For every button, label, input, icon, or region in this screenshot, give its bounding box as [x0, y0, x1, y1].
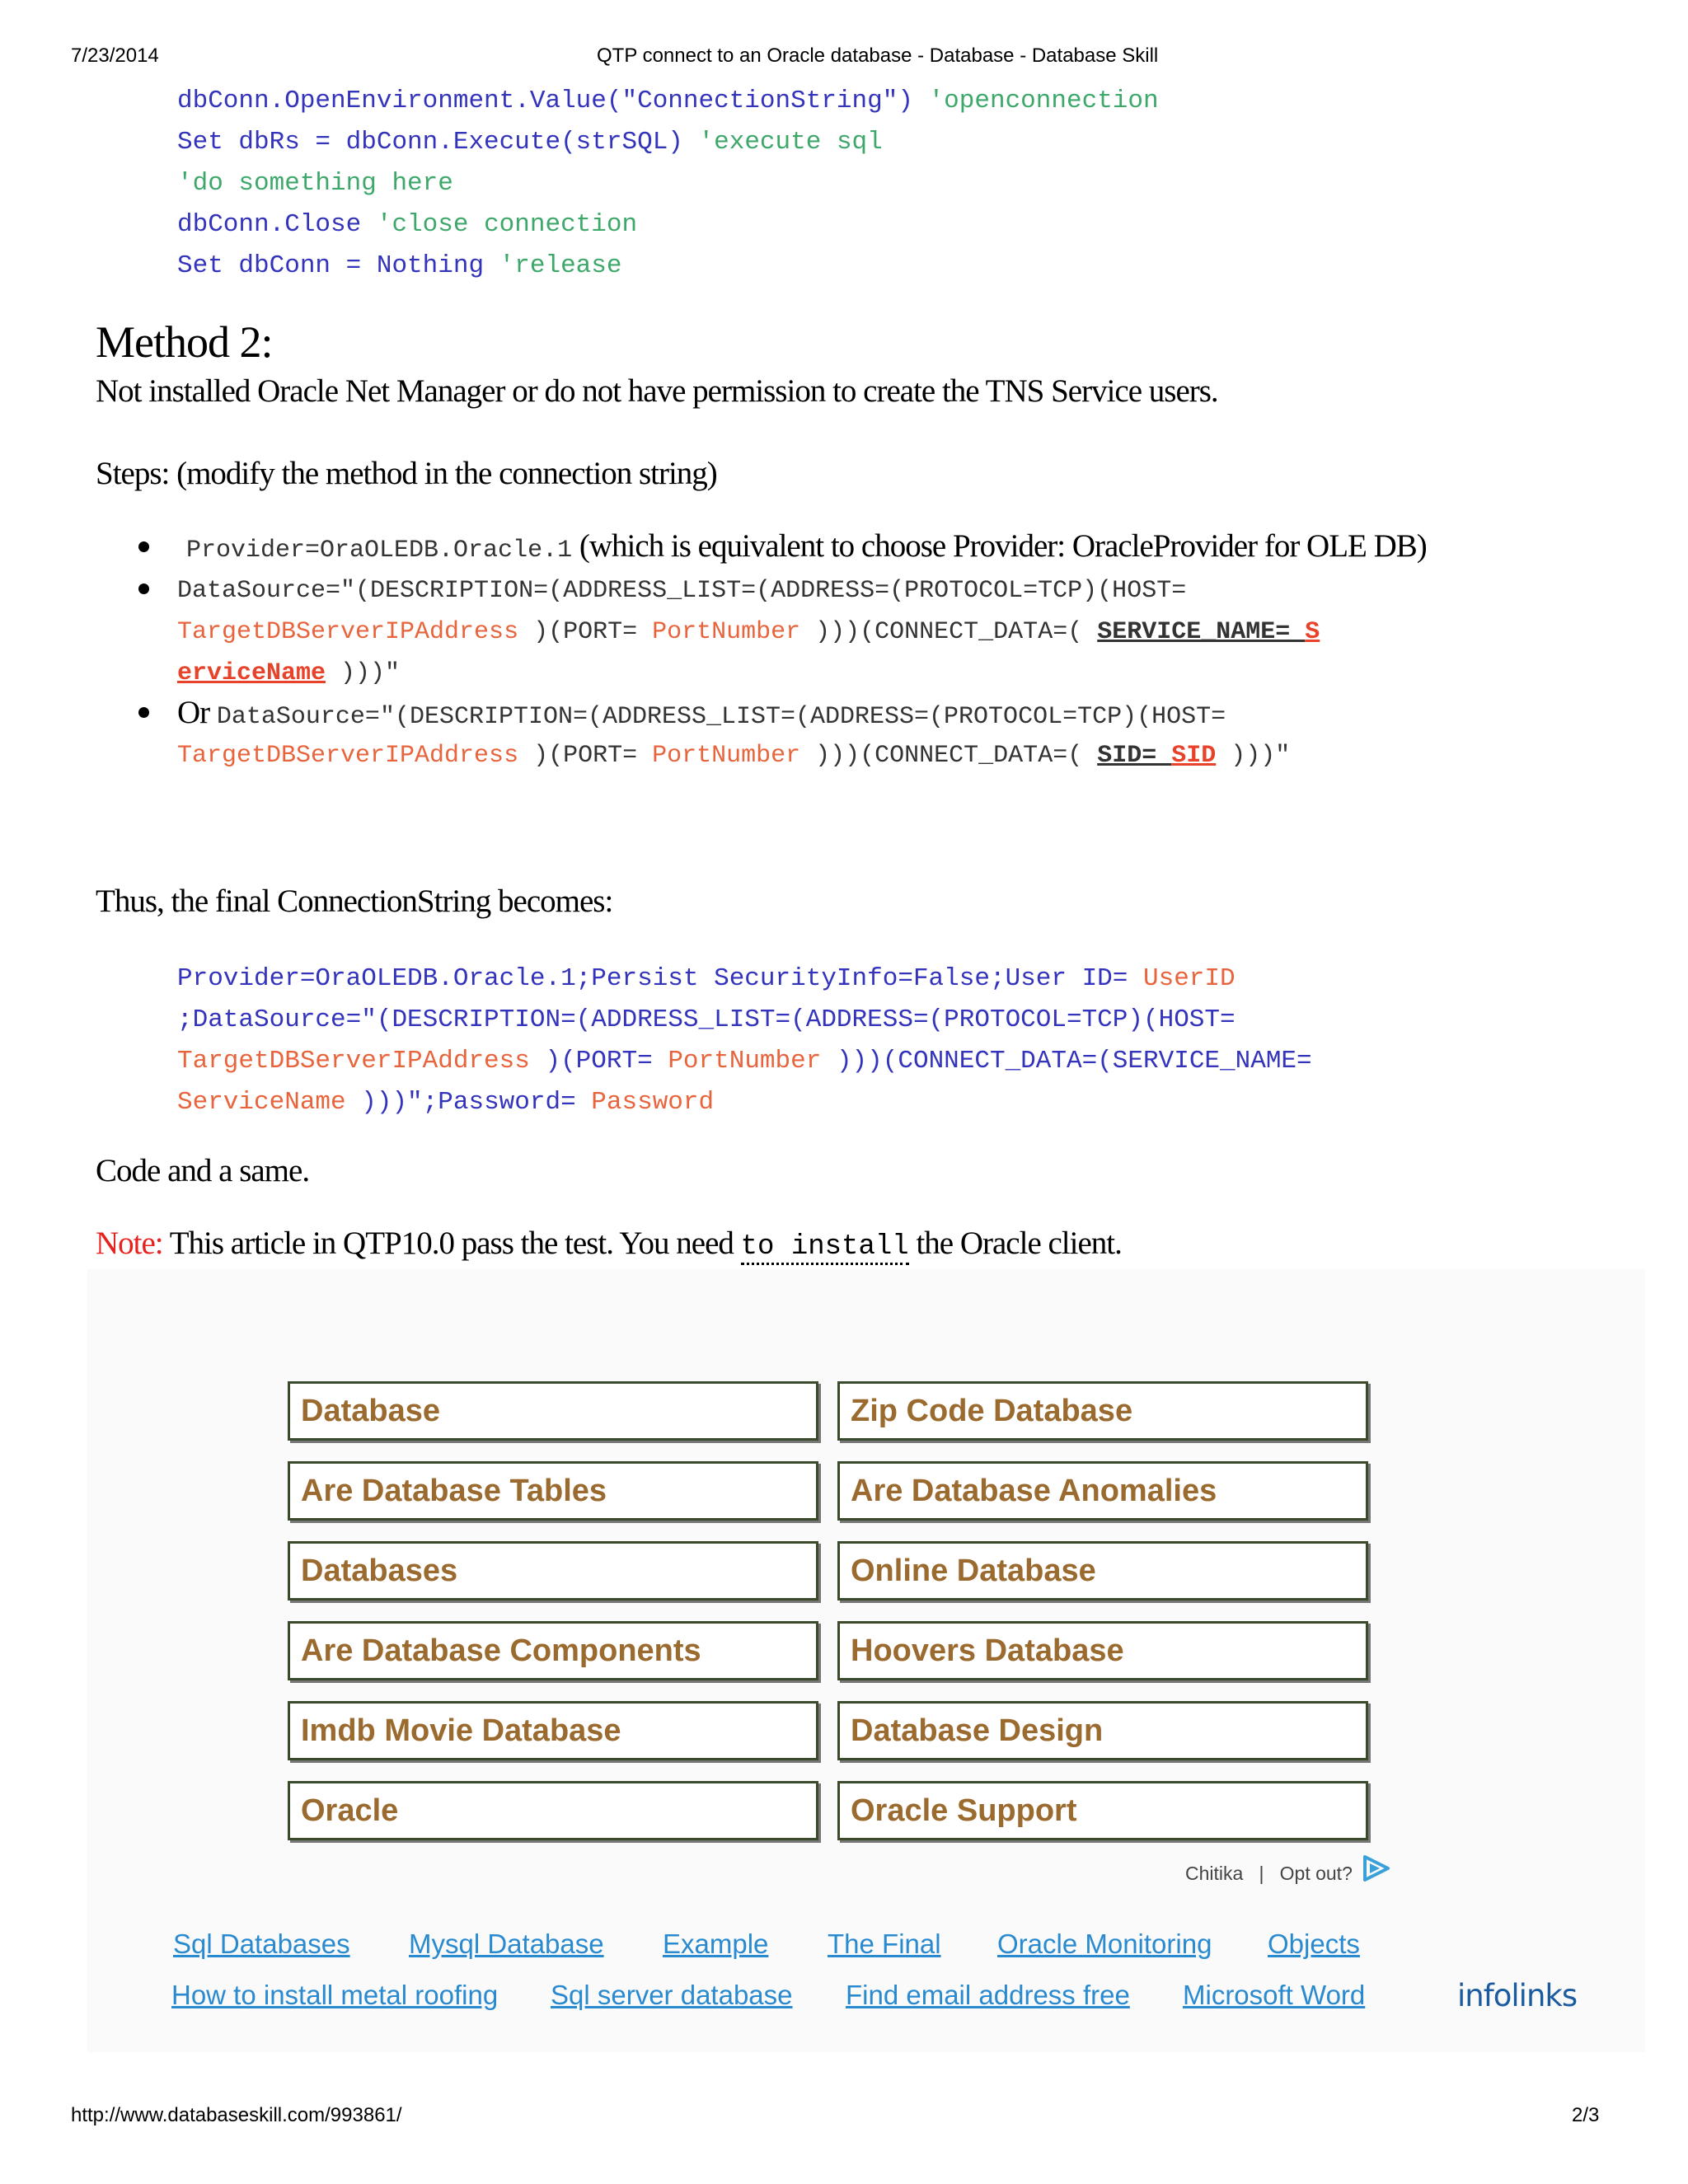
method-heading: Method 2:: [96, 317, 273, 367]
install-link[interactable]: to install: [741, 1231, 909, 1265]
link-mysql-database[interactable]: Mysql Database: [409, 1929, 604, 1959]
bullet-2-line-2: TargetDBServerIPAddress )(PORT= PortNumber )))(CONNECT_DATA=( SERVICE_NAME= S: [177, 618, 1320, 646]
ad-database-design[interactable]: Database Design: [837, 1701, 1368, 1760]
link-find-email-address[interactable]: Find email address free: [846, 1980, 1130, 2010]
ad-online-database[interactable]: Online Database: [837, 1541, 1368, 1601]
infolinks-logo[interactable]: infolinks: [1457, 1978, 1578, 2013]
ad-are-database-anomalies[interactable]: Are Database Anomalies: [837, 1461, 1368, 1521]
bullet-1: Provider=OraOLEDB.Oracle.1 (which is equivalent to choose Provider: OracleProvider for OLE DB): [186, 528, 1427, 565]
ad-are-database-tables[interactable]: Are Database Tables: [288, 1461, 818, 1521]
final-line-1: Provider=OraOLEDB.Oracle.1;Persist SecurityInfo=False;User ID= UserID: [177, 964, 1236, 993]
code-line-5: Set dbConn = Nothing 'release: [177, 251, 622, 280]
code-line-3: 'do something here: [177, 169, 453, 198]
ad-oracle[interactable]: Oracle: [288, 1781, 818, 1840]
ad-zip-code-database[interactable]: Zip Code Database: [837, 1381, 1368, 1441]
link-objects[interactable]: Objects: [1268, 1929, 1360, 1959]
ad-databases[interactable]: Databases: [288, 1541, 818, 1601]
ad-oracle-support[interactable]: Oracle Support: [837, 1781, 1368, 1840]
chitika-play-icon[interactable]: [1362, 1854, 1391, 1882]
steps-label: Steps: (modify the method in the connection string): [96, 456, 717, 491]
final-line-3: TargetDBServerIPAddress )(PORT= PortNumber )))(CONNECT_DATA=(SERVICE_NAME=: [177, 1047, 1312, 1076]
page-number: 2/3: [1572, 2104, 1600, 2126]
footer-url: http://www.databaseskill.com/993861/: [71, 2104, 402, 2126]
code-line-4: dbConn.Close 'close connection: [177, 210, 638, 239]
bullet-dot-1: [138, 541, 149, 552]
code-same-text: Code and a same.: [96, 1153, 310, 1188]
code-line-2: Set dbRs = dbConn.Execute(strSQL) 'execute sql: [177, 128, 883, 157]
link-sql-databases[interactable]: Sql Databases: [173, 1929, 350, 1959]
print-date: 7/23/2014: [71, 45, 159, 67]
bullet-dot-2: [138, 583, 149, 594]
link-example[interactable]: Example: [663, 1929, 769, 1959]
bullet-3-line-1: Or DataSource="(DESCRIPTION=(ADDRESS_LIST=(ADDRESS=(PROTOCOL=TCP)(HOST=: [177, 695, 1226, 731]
final-line-2: ;DataSource="(DESCRIPTION=(ADDRESS_LIST=(ADDRESS=(PROTOCOL=TCP)(HOST=: [177, 1005, 1236, 1034]
ad-are-database-components[interactable]: Are Database Components: [288, 1621, 818, 1680]
code-line-1: dbConn.OpenEnvironment.Value("ConnectionString") 'openconnection: [177, 87, 1159, 115]
link-the-final[interactable]: The Final: [828, 1929, 941, 1959]
ad-hoovers-database[interactable]: Hoovers Database: [837, 1621, 1368, 1680]
bullet-3-line-2: TargetDBServerIPAddress )(PORT= PortNumber )))(CONNECT_DATA=( SID= SID )))": [177, 742, 1291, 770]
note-label: Note:: [96, 1226, 163, 1261]
final-label: Thus, the final ConnectionString becomes:: [96, 883, 613, 919]
page-title: QTP connect to an Oracle database - Database - Database Skill: [597, 45, 1159, 67]
chitika-attribution: Chitika | Opt out?: [1185, 1863, 1353, 1884]
opt-out-link[interactable]: Opt out?: [1279, 1863, 1353, 1884]
bullet-2-line-1: DataSource="(DESCRIPTION=(ADDRESS_LIST=(ADDRESS=(PROTOCOL=TCP)(HOST=: [177, 577, 1187, 605]
final-line-4: ServiceName )))";Password= Password: [177, 1088, 715, 1117]
link-microsoft-word[interactable]: Microsoft Word: [1183, 1980, 1366, 2010]
chitika-brand[interactable]: Chitika: [1185, 1863, 1244, 1884]
ad-database[interactable]: Database: [288, 1381, 818, 1441]
link-oracle-monitoring[interactable]: Oracle Monitoring: [997, 1929, 1212, 1959]
note-paragraph: Note: This article in QTP10.0 pass the test. You need to install the Oracle client.: [96, 1225, 1122, 1263]
link-install-metal-roofing[interactable]: How to install metal roofing: [171, 1980, 499, 2010]
ad-imdb-movie-database[interactable]: Imdb Movie Database: [288, 1701, 818, 1760]
method-intro: Not installed Oracle Net Manager or do not have permission to create the TNS Service users.: [96, 373, 1218, 409]
bullet-dot-3: [138, 707, 149, 718]
bullet-2-line-3: erviceName )))": [177, 659, 401, 687]
link-sql-server-database[interactable]: Sql server database: [551, 1980, 793, 2010]
